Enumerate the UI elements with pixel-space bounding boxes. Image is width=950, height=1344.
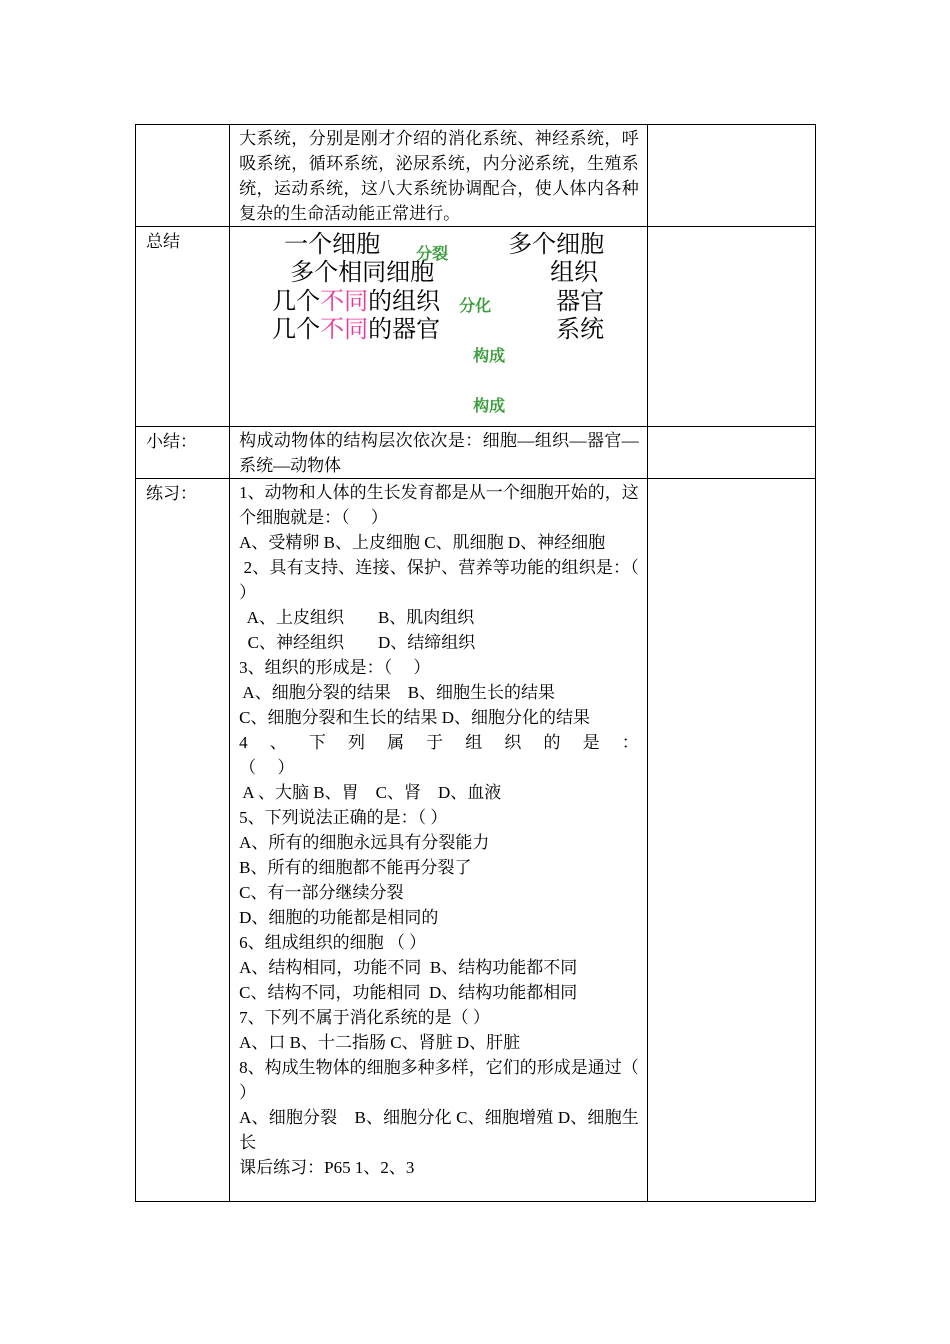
question-6-options-b: C、结构不同，功能相同 D、结构功能都相同 [239,983,578,1002]
summary-cell [230,227,648,427]
diagram-tissues: 几个不同的组织 [272,289,441,315]
row-label-empty [136,125,230,227]
question-7-options: A、口 B、十二指肠 C、肾脏 D、肝脏 [239,1033,521,1052]
question-1: 1、动物和人体的生长发育都是从一个细胞开始的，这个细胞就是：（ ） [239,483,639,527]
diagram-organs: 几个不同的器官 [272,317,441,343]
question-4: 4 、 下 列 属 于 组 织 的 是 ： [239,733,639,752]
arrow-label-differentiate: 分化 [459,296,492,315]
intro-cell [230,125,648,227]
table-row [136,427,816,479]
table-row [136,125,816,227]
question-3-options-a: A、细胞分裂的结果 B、细胞生长的结果 [239,683,556,702]
lesson-table [135,124,816,1202]
intro-text: 大系统，分别是刚才介绍的消化系统、神经系统，呼吸系统，循环系统，泌尿系统，内分泌系统，生殖系统，运动系统，这八大系统协调配合，使人体内各种复杂的生命活动能正常进行。 [239,129,639,223]
question-8: 8、构成生物体的细胞多种多样，它们的形成是通过（ ） [239,1058,639,1102]
table-row [136,227,816,427]
question-1-options: A、受精卵 B、上皮细胞 C、肌细胞 D、神经细胞 [239,533,606,552]
highlight-different: 不同 [320,317,369,343]
diagram-many-cells: 多个细胞 [508,232,605,258]
exercise-list [230,479,660,1180]
question-2-options-b: C、神经组织 D、结缔组织 [239,633,476,652]
diagram-tissue: 组织 [550,260,599,286]
notes-cell [647,125,815,227]
structure-diagram [230,227,647,425]
question-5: 5、下列说法正确的是：（ ） [239,808,448,827]
conclusion-text: 构成动物体的结构层次依次是：细胞—组织—器官—系统—动物体 [239,431,639,475]
exercise-label-cell [136,479,230,1202]
diagram-one-cell: 一个细胞 [284,232,381,258]
question-3-options-b: C、细胞分裂和生长的结果 D、细胞分化的结果 [239,708,590,727]
question-4-options: A 、大脑 B、胃 C、肾 D、血液 [239,783,502,802]
question-2: 2、具有支持、连接、保护、营养等功能的组织是：（ ） [239,558,660,602]
homework: 课后练习：P65 1、2、3 [239,1158,415,1177]
question-6: 6、组成组织的细胞 （ ） [239,933,427,952]
exercise-cell [230,479,660,1202]
diagram-same-cells: 多个相同细胞 [290,260,435,286]
highlight-different: 不同 [320,289,369,315]
conclusion-label: 小结： [146,432,197,451]
question-5-option-a: A、所有的细胞永远具有分裂能力 [239,833,490,852]
exercise-label: 练习： [146,484,197,503]
question-5-option-c: C、有一部分继续分裂 [239,883,404,902]
question-6-options-a: A、结构相同，功能不同 B、结构功能都不同 [239,958,578,977]
conclusion-cell [230,427,648,479]
table-row [136,479,816,1202]
question-5-option-b: B、所有的细胞都不能再分裂了 [239,858,472,877]
question-4-paren: （ ） [239,758,295,777]
question-2-options-a: A、上皮组织 B、肌肉组织 [239,608,475,627]
summary-label: 总结 [146,232,180,251]
diagram-system: 系统 [556,317,605,343]
notes-cell [647,427,815,479]
arrow-label-compose-1: 构成 [473,346,506,365]
conclusion-label-cell [136,427,230,479]
arrow-label-divide: 分裂 [416,244,449,263]
notes-cell [647,479,815,1202]
question-5-option-d: D、细胞的功能都是相同的 [239,908,439,927]
notes-cell [647,227,815,427]
diagram-organ: 器官 [556,289,605,315]
question-3: 3、组织的形成是：（ ） [239,658,431,677]
question-7: 7、下列不属于消化系统的是（ ） [239,1008,490,1027]
summary-label-cell [136,227,230,427]
arrow-label-compose-2: 构成 [473,396,506,415]
question-8-options: A、细胞分裂 B、细胞分化 C、细胞增殖 D、细胞生长 [239,1108,639,1152]
